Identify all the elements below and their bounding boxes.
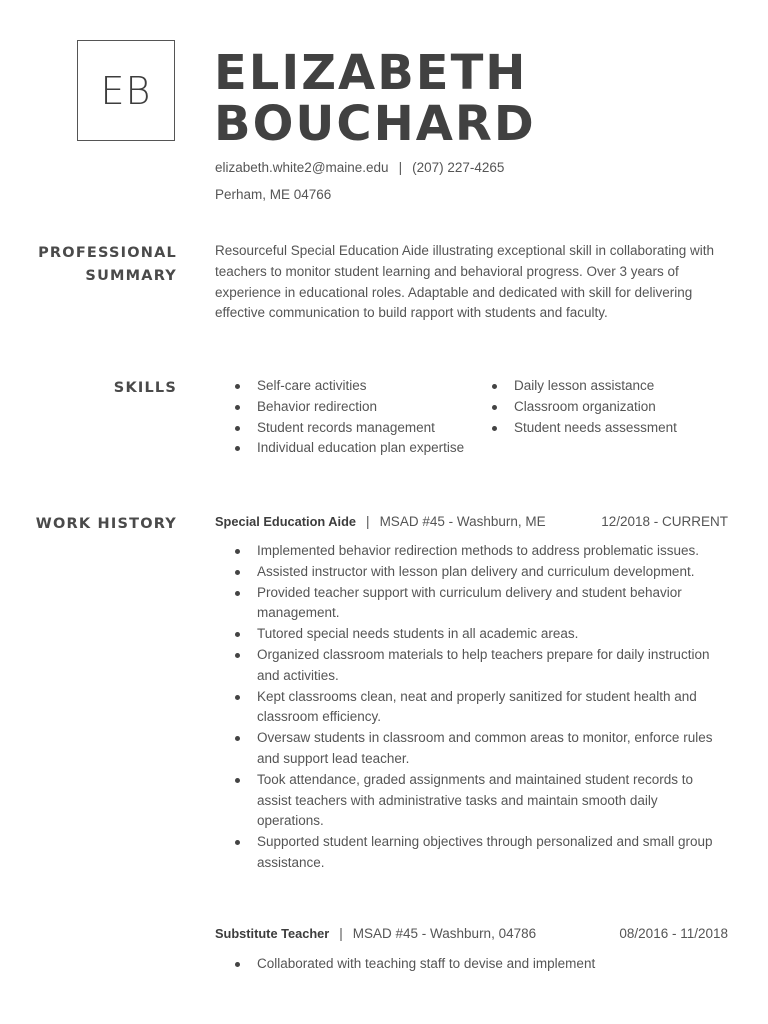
duty-item: Provided teacher support with curriculum delivery and student behavior management. bbox=[215, 583, 727, 625]
job-employer: MSAD #45 - Washburn, 04786 bbox=[352, 926, 537, 941]
skill-item: Individual education plan expertise bbox=[215, 438, 472, 459]
duty-item: Implemented behavior redirection methods to address problematic issues. bbox=[215, 541, 727, 562]
skills-column-1 bbox=[215, 376, 472, 459]
skills-column-2 bbox=[472, 376, 722, 459]
job-title: Substitute Teacher bbox=[215, 926, 330, 941]
initials: EB bbox=[100, 68, 152, 113]
skill-item: Student records management bbox=[215, 418, 472, 439]
summary-heading-line1: PROFESSIONAL bbox=[38, 245, 177, 261]
job-dates: 12/2018 - CURRENT bbox=[601, 514, 728, 529]
contact-separator: | bbox=[398, 160, 403, 175]
contact-line bbox=[215, 160, 504, 175]
address: Perham, ME 04766 bbox=[215, 187, 332, 202]
last-name: BOUCHARD bbox=[214, 96, 536, 152]
job-duties bbox=[215, 541, 735, 874]
job-title: Special Education Aide bbox=[215, 514, 357, 529]
summary-heading-line2: SUMMARY bbox=[85, 268, 177, 284]
work-history-heading: WORK HISTORY bbox=[35, 516, 177, 532]
phone: (207) 227-4265 bbox=[412, 160, 505, 175]
skill-item: Self-care activities bbox=[215, 376, 472, 397]
duty-item: Collaborated with teaching staff to devise and implement bbox=[215, 954, 727, 975]
duty-item: Assisted instructor with lesson plan delivery and curriculum development. bbox=[215, 562, 727, 583]
duty-item: Supported student learning objectives through personalized and small group assistance. bbox=[215, 832, 727, 874]
skill-item: Daily lesson assistance bbox=[472, 376, 722, 397]
job-separator: | bbox=[366, 514, 370, 529]
skill-item: Classroom organization bbox=[472, 397, 722, 418]
summary-text: Resourceful Special Education Aide illustrating exceptional skill in collaborating with teachers to monitor student learning and behavioral progress. Over 3 years of experience in educational roles. Adaptable and dedicated with skill for delivering effective communication to build rapport with students and faculty. bbox=[215, 243, 715, 321]
job-header bbox=[215, 514, 728, 529]
job-dates: 08/2016 - 11/2018 bbox=[619, 926, 728, 941]
duty-item: Tutored special needs students in all academic areas. bbox=[215, 624, 727, 645]
skill-item: Student needs assessment bbox=[472, 418, 722, 439]
skills-heading: SKILLS bbox=[113, 380, 177, 396]
email: elizabeth.white2@maine.edu bbox=[215, 160, 389, 175]
skills-list bbox=[215, 376, 735, 459]
summary-heading bbox=[38, 242, 177, 288]
candidate-name bbox=[214, 45, 536, 152]
skill-item: Behavior redirection bbox=[215, 397, 472, 418]
duty-item: Took attendance, graded assignments and maintained student records to assist teachers with administrative tasks and maintain smooth daily operations. bbox=[215, 770, 727, 832]
duty-item: Oversaw students in classroom and common areas to monitor, enforce rules and support lead teacher. bbox=[215, 728, 727, 770]
duty-item: Kept classrooms clean, neat and properly sanitized for student health and classroom efficiency. bbox=[215, 687, 727, 729]
job-duties bbox=[215, 954, 735, 975]
monogram-box bbox=[77, 40, 175, 141]
job-header bbox=[215, 926, 728, 941]
job-employer: MSAD #45 - Washburn, ME bbox=[379, 514, 546, 529]
first-name: ELIZABETH bbox=[214, 45, 528, 101]
duty-item: Organized classroom materials to help teachers prepare for daily instruction and activities. bbox=[215, 645, 727, 687]
job-separator: | bbox=[339, 926, 343, 941]
